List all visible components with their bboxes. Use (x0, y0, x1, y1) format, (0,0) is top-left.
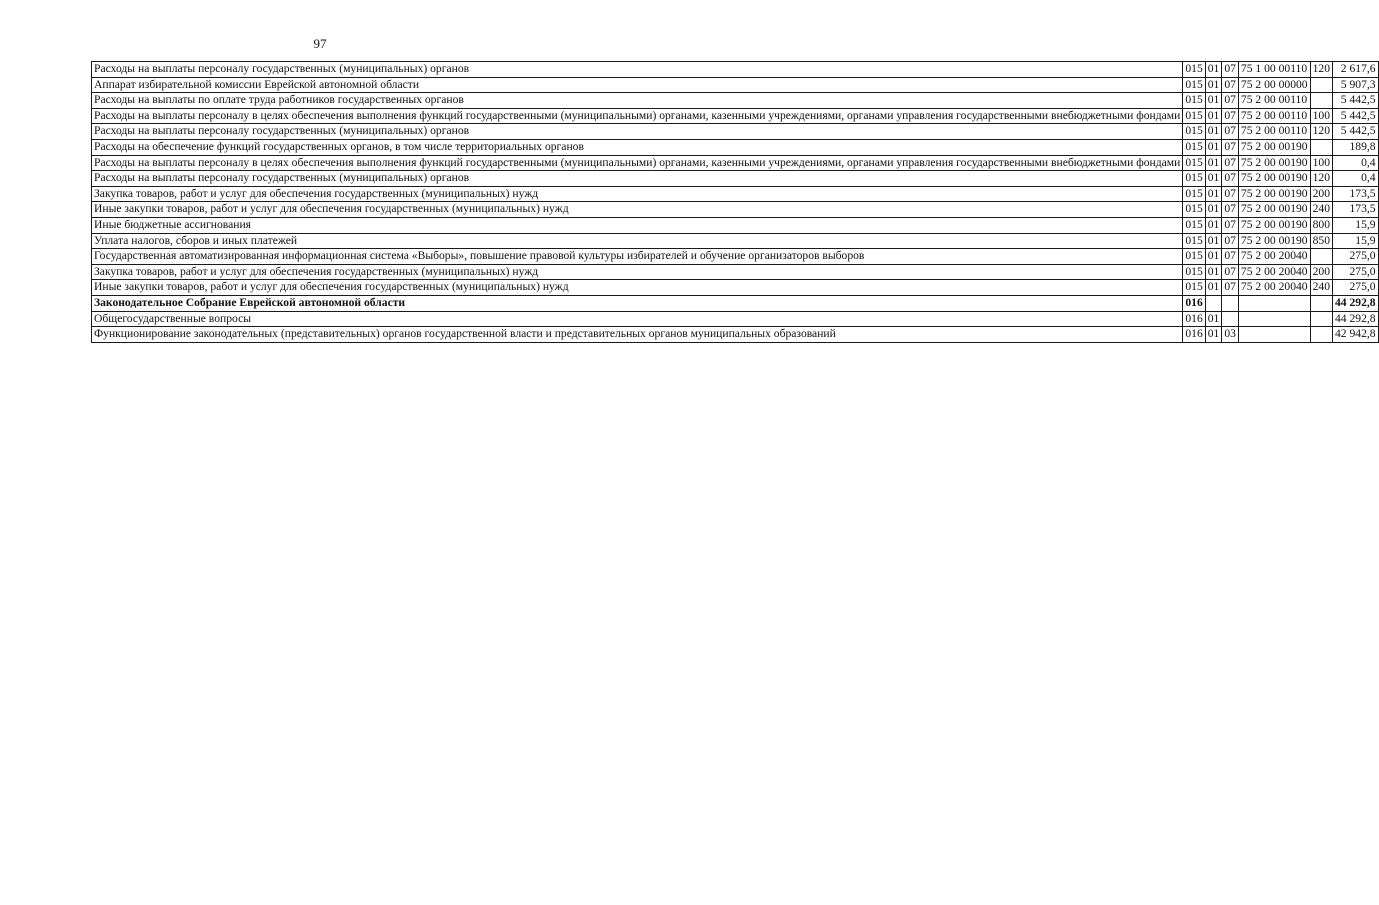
subsection-code-cell: 07 (1222, 124, 1239, 140)
row-name-cell: Расходы на выплаты по оплате труда работников государственных органов (92, 93, 1183, 109)
ved-code-cell: 015 (1183, 217, 1205, 233)
row-name-cell: Расходы на обеспечение функций государственных органов, в том числе территориальных органов (92, 139, 1183, 155)
ved-code-cell: 015 (1183, 155, 1205, 171)
expense-type-cell: 120 (1310, 124, 1332, 140)
amount-cell: 275,0 (1332, 249, 1378, 265)
expense-type-cell: 120 (1310, 62, 1332, 78)
table-row (92, 217, 1379, 233)
budget-table (91, 61, 1379, 343)
expense-type-cell (1310, 311, 1332, 327)
table-row (92, 327, 1379, 343)
expense-type-cell: 240 (1310, 280, 1332, 296)
ved-code-cell: 015 (1183, 62, 1205, 78)
subsection-code-cell: 07 (1222, 139, 1239, 155)
section-code-cell: 01 (1205, 249, 1222, 265)
table-row (92, 171, 1379, 187)
row-name-cell: Расходы на выплаты персоналу государственных (муниципальных) органов (92, 124, 1183, 140)
subsection-code-cell: 07 (1222, 249, 1239, 265)
expense-type-cell: 100 (1310, 108, 1332, 124)
amount-cell: 275,0 (1332, 280, 1378, 296)
section-code-cell: 01 (1205, 233, 1222, 249)
target-article-cell (1238, 327, 1310, 343)
expense-type-cell: 200 (1310, 264, 1332, 280)
ved-code-cell: 015 (1183, 249, 1205, 265)
row-name-cell: Закупка товаров, работ и услуг для обеспечения государственных (муниципальных) нужд (92, 186, 1183, 202)
subsection-code-cell: 07 (1222, 171, 1239, 187)
section-code-cell: 01 (1205, 62, 1222, 78)
subsection-code-cell (1222, 295, 1239, 311)
table-row (92, 77, 1379, 93)
table-row (92, 93, 1379, 109)
row-name-cell: Расходы на выплаты персоналу государственных (муниципальных) органов (92, 171, 1183, 187)
expense-type-cell: 800 (1310, 217, 1332, 233)
target-article-cell: 75 2 00 00110 (1238, 124, 1310, 140)
row-name-cell: Закупка товаров, работ и услуг для обеспечения государственных (муниципальных) нужд (92, 264, 1183, 280)
subsection-code-cell (1222, 311, 1239, 327)
row-name-cell: Государственная автоматизированная информационная система «Выборы», повышение правовой культуры избирателей и обучение организаторов выборов (92, 249, 1183, 265)
table-row (92, 139, 1379, 155)
target-article-cell: 75 2 00 00190 (1238, 202, 1310, 218)
subsection-code-cell: 07 (1222, 233, 1239, 249)
amount-cell: 5 442,5 (1332, 93, 1378, 109)
row-name-cell: Общегосударственные вопросы (92, 311, 1183, 327)
expense-type-cell: 240 (1310, 202, 1332, 218)
target-article-cell: 75 2 00 00190 (1238, 217, 1310, 233)
subsection-code-cell: 03 (1222, 327, 1239, 343)
section-code-cell: 01 (1205, 77, 1222, 93)
section-code-cell (1205, 295, 1222, 311)
amount-cell: 5 442,5 (1332, 124, 1378, 140)
ved-code-cell: 015 (1183, 280, 1205, 296)
section-code-cell: 01 (1205, 108, 1222, 124)
target-article-cell: 75 1 00 00110 (1238, 62, 1310, 78)
subsection-code-cell: 07 (1222, 186, 1239, 202)
target-article-cell: 75 2 00 20040 (1238, 280, 1310, 296)
section-code-cell: 01 (1205, 139, 1222, 155)
amount-cell: 275,0 (1332, 264, 1378, 280)
ved-code-cell: 015 (1183, 124, 1205, 140)
target-article-cell: 75 2 00 00110 (1238, 108, 1310, 124)
table-row (92, 311, 1379, 327)
row-name-cell: Расходы на выплаты персоналу в целях обеспечения выполнения функций государственными (муниципальными) органами, казенными учреждениями, органами управления государственными внебюджетными фондами (92, 155, 1183, 171)
expense-type-cell: 850 (1310, 233, 1332, 249)
ved-code-cell: 015 (1183, 139, 1205, 155)
amount-cell: 5 442,5 (1332, 108, 1378, 124)
table-row (92, 202, 1379, 218)
amount-cell: 44 292,8 (1332, 295, 1378, 311)
subsection-code-cell: 07 (1222, 217, 1239, 233)
amount-cell: 44 292,8 (1332, 311, 1378, 327)
section-code-cell: 01 (1205, 171, 1222, 187)
table-row (92, 295, 1379, 311)
target-article-cell: 75 2 00 00190 (1238, 139, 1310, 155)
ved-code-cell: 015 (1183, 202, 1205, 218)
subsection-code-cell: 07 (1222, 202, 1239, 218)
amount-cell: 15,9 (1332, 233, 1378, 249)
table-row (92, 249, 1379, 265)
ved-code-cell: 015 (1183, 233, 1205, 249)
amount-cell: 42 942,8 (1332, 327, 1378, 343)
section-code-cell: 01 (1205, 327, 1222, 343)
row-name-cell: Расходы на выплаты персоналу государственных (муниципальных) органов (92, 62, 1183, 78)
target-article-cell: 75 2 00 00190 (1238, 171, 1310, 187)
table-row (92, 155, 1379, 171)
row-name-cell: Законодательное Собрание Еврейской автономной области (92, 295, 1183, 311)
expense-type-cell (1310, 327, 1332, 343)
section-code-cell: 01 (1205, 93, 1222, 109)
table-row (92, 108, 1379, 124)
amount-cell: 5 907,3 (1332, 77, 1378, 93)
subsection-code-cell: 07 (1222, 155, 1239, 171)
ved-code-cell: 015 (1183, 77, 1205, 93)
target-article-cell: 75 2 00 00110 (1238, 93, 1310, 109)
subsection-code-cell: 07 (1222, 264, 1239, 280)
subsection-code-cell: 07 (1222, 280, 1239, 296)
ved-code-cell: 016 (1183, 327, 1205, 343)
ved-code-cell: 015 (1183, 264, 1205, 280)
row-name-cell: Иные закупки товаров, работ и услуг для обеспечения государственных (муниципальных) нужд (92, 202, 1183, 218)
table-row (92, 280, 1379, 296)
section-code-cell: 01 (1205, 124, 1222, 140)
table-row (92, 233, 1379, 249)
amount-cell: 173,5 (1332, 202, 1378, 218)
table-row (92, 62, 1379, 78)
section-code-cell: 01 (1205, 311, 1222, 327)
target-article-cell: 75 2 00 20040 (1238, 249, 1310, 265)
amount-cell: 2 617,6 (1332, 62, 1378, 78)
row-name-cell: Функционирование законодательных (представительных) органов государственной власти и представительных органов муниципальных образований (92, 327, 1183, 343)
amount-cell: 189,8 (1332, 139, 1378, 155)
expense-type-cell (1310, 77, 1332, 93)
row-name-cell: Иные закупки товаров, работ и услуг для обеспечения государственных (муниципальных) нужд (92, 280, 1183, 296)
table-row (92, 264, 1379, 280)
target-article-cell: 75 2 00 00190 (1238, 186, 1310, 202)
row-name-cell: Уплата налогов, сборов и иных платежей (92, 233, 1183, 249)
expense-type-cell: 100 (1310, 155, 1332, 171)
amount-cell: 0,4 (1332, 155, 1378, 171)
expense-type-cell: 120 (1310, 171, 1332, 187)
table-row (92, 186, 1379, 202)
expense-type-cell (1310, 295, 1332, 311)
section-code-cell: 01 (1205, 264, 1222, 280)
ved-code-cell: 015 (1183, 93, 1205, 109)
expense-type-cell (1310, 93, 1332, 109)
target-article-cell: 75 2 00 00190 (1238, 155, 1310, 171)
table-row (92, 124, 1379, 140)
target-article-cell: 75 2 00 20040 (1238, 264, 1310, 280)
target-article-cell: 75 2 00 00190 (1238, 233, 1310, 249)
expense-type-cell (1310, 249, 1332, 265)
ved-code-cell: 016 (1183, 311, 1205, 327)
section-code-cell: 01 (1205, 280, 1222, 296)
section-code-cell: 01 (1205, 186, 1222, 202)
subsection-code-cell: 07 (1222, 62, 1239, 78)
target-article-cell (1238, 295, 1310, 311)
subsection-code-cell: 07 (1222, 108, 1239, 124)
amount-cell: 0,4 (1332, 171, 1378, 187)
section-code-cell: 01 (1205, 202, 1222, 218)
section-code-cell: 01 (1205, 155, 1222, 171)
ved-code-cell: 015 (1183, 186, 1205, 202)
target-article-cell (1238, 311, 1310, 327)
subsection-code-cell: 07 (1222, 93, 1239, 109)
amount-cell: 173,5 (1332, 186, 1378, 202)
amount-cell: 15,9 (1332, 217, 1378, 233)
expense-type-cell: 200 (1310, 186, 1332, 202)
target-article-cell: 75 2 00 00000 (1238, 77, 1310, 93)
row-name-cell: Расходы на выплаты персоналу в целях обеспечения выполнения функций государственными (муниципальными) органами, казенными учреждениями, органами управления государственными внебюджетными фондами (92, 108, 1183, 124)
row-name-cell: Аппарат избирательной комиссии Еврейской автономной области (92, 77, 1183, 93)
subsection-code-cell: 07 (1222, 77, 1239, 93)
ved-code-cell: 015 (1183, 171, 1205, 187)
expense-type-cell (1310, 139, 1332, 155)
page-number: 97 (313, 36, 327, 51)
ved-code-cell: 015 (1183, 108, 1205, 124)
row-name-cell: Иные бюджетные ассигнования (92, 217, 1183, 233)
ved-code-cell: 016 (1183, 295, 1205, 311)
section-code-cell: 01 (1205, 217, 1222, 233)
